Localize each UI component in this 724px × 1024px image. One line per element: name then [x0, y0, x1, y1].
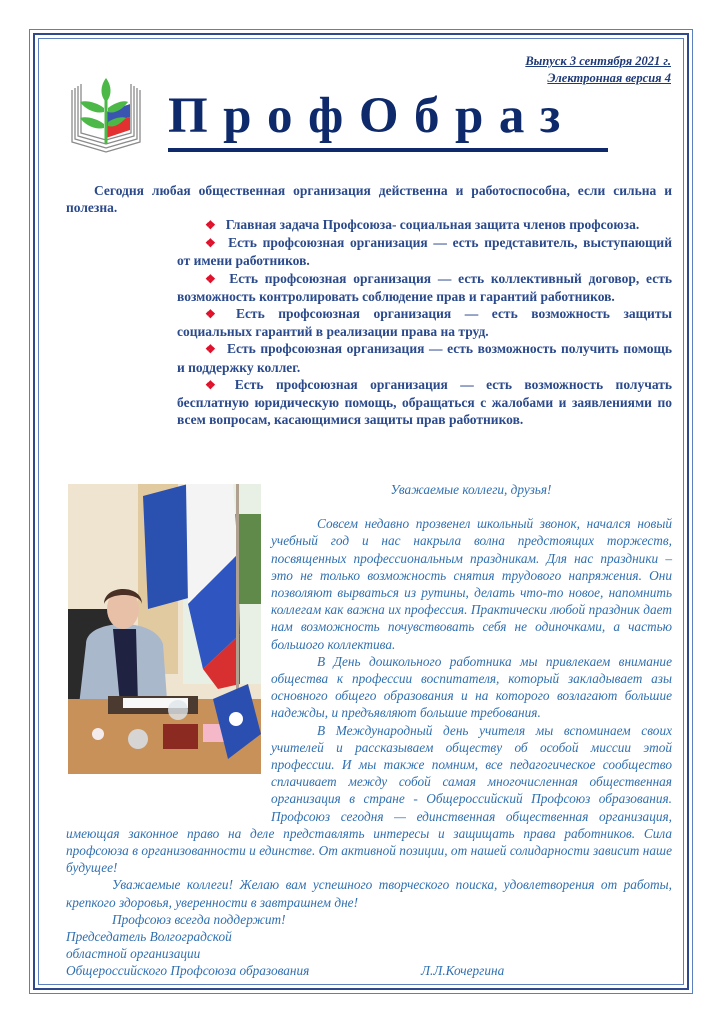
union-logo — [66, 72, 146, 156]
bullet-item: ❖ Главная задача Профсоюза- социальная защита членов профсоюза. — [205, 217, 640, 232]
letter-paragraph: Совсем недавно прозвенел школьный звонок, начался новый учебный год и нас накрыла волна предстоящих торжеств, посвященных профессиональным праздникам. Для нас праздники – это не только возможность снятия трудового напряжения. Они позволяют вырваться из рутины, делать что-то новое, напомнить коллегам как важна их профессия. Практически любой праздник дает нам возможность почувствовать себя не одиночками, а частью большого коллектива. — [271, 516, 672, 652]
title-underline — [168, 148, 608, 152]
bullet-item: ❖ Есть профсоюзная организация — есть возможность получать бесплатную юридическую помощь, обращаться с жалобами и заявлениями по всем вопросам, касающимися защиты прав работников. — [177, 376, 672, 428]
intro-paragraph: Сегодня любая общественная организация действенна и работоспособна, если сильна и полезна. — [66, 183, 672, 215]
letter-paragraph: В День дошкольного работника мы привлекаем внимание общества к профессии воспитателя, который закладывает азы основного общего образования и на которого возлагают большие надежды, и предъявляют большие требования. — [271, 653, 672, 721]
bullet-item: ❖ Есть профсоюзная организация — есть коллективный договор, есть возможность контролировать соблюдение прав и гарантий работников. — [177, 270, 672, 304]
book-sprout-icon — [66, 72, 146, 156]
diamond-bullet-icon: ❖ — [205, 218, 216, 232]
signature-line-1: Председатель Волгоградской — [66, 929, 232, 945]
bullet-item: ❖ Есть профсоюзная организация — есть представитель, выступающий от имени работников. — [177, 235, 672, 269]
letter-body — [66, 481, 672, 980]
letter-closing: Профсоюз всегда поддержит! — [112, 911, 286, 927]
letter-paragraph: В Международный день учителя мы вспоминаем своих учителей и рассказываем обществу об особой миссии этой профессии. И мы также помним, все педагогическое сообщество сплачивает между собой самая многочисленная общественная организация в стране - Общероссийский Профсоюз образования. Профсоюз сегодня — единственная общественная организация, имеющая законное право на деле представлять интересы и защищать права работников. Сила профсоюза в организованности и единстве. От активной позиции, от нашей солидарности зависит наше будущее! — [66, 722, 672, 876]
signatory-name: Л.Л.Кочергина — [421, 963, 505, 979]
letter-paragraph: Уважаемые коллеги! Желаю вам успешного творческого поиска, удовлетворения от работы, крепкого здоровья, уверенности в завтрашнем дне! — [66, 877, 672, 910]
diamond-bullet-icon: ❖ — [205, 271, 220, 286]
diamond-bullet-icon: ❖ — [205, 307, 226, 322]
bullet-list — [177, 216, 672, 428]
letter-greeting: Уважаемые коллеги, друзья! — [390, 482, 552, 497]
issue-info — [525, 53, 671, 87]
diamond-bullet-icon: ❖ — [205, 342, 217, 357]
issue-date: Выпуск 3 сентября 2021 г. — [525, 54, 671, 68]
diamond-bullet-icon: ❖ — [205, 236, 219, 251]
newsletter-title: ПрофОбраз — [168, 88, 576, 144]
bullet-item: ❖ Есть профсоюзная организация — есть возможность защиты социальных гарантий в реализации права на труд. — [177, 306, 673, 340]
bullet-item: ❖ Есть профсоюзная организация — есть возможность получить помощь и поддержку коллег. — [177, 341, 672, 375]
signature-line-3: Общероссийского Профсоюза образования Л.Л.Кочергина — [66, 963, 505, 979]
issue-version: Электронная версия 4 — [547, 71, 671, 85]
diamond-bullet-icon: ❖ — [205, 377, 225, 392]
signature-line-2: областной организации — [66, 946, 201, 962]
